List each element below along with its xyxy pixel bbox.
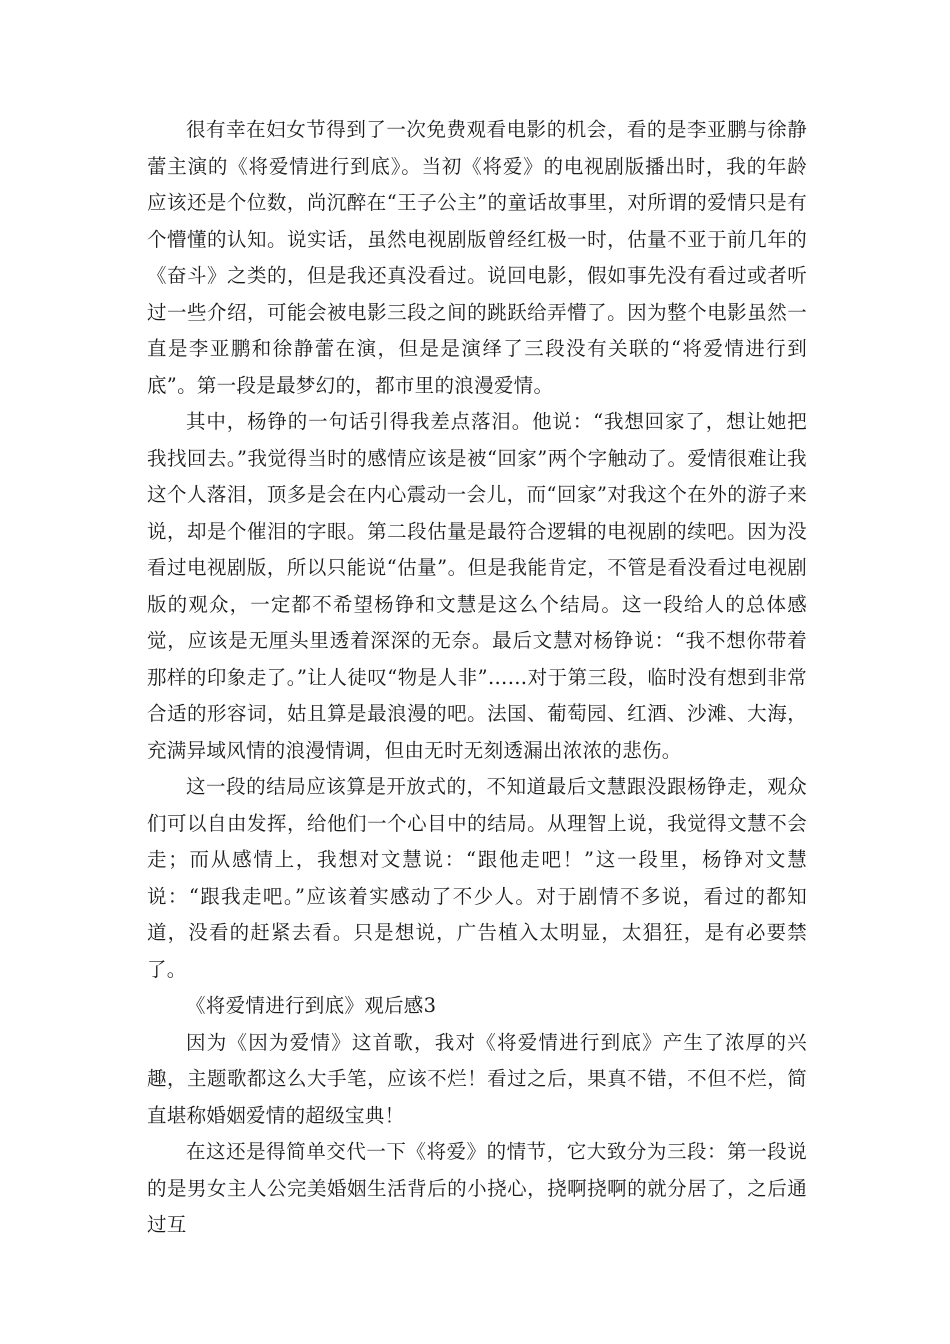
paragraph-5: 在这还是得简单交代一下《将爱》的情节，它大致分为三段：第一段说的是男女主人公完美婚姻生活背后的小挠心，挠啊挠啊的就分居了，之后通过互 — [147, 1140, 807, 1236]
paragraph-2: 其中，杨铮的一句话引得我差点落泪。他说：“我想回家了，想让她把我找回去。”我觉得当时的感情应该是被“回家”两个字触动了。爱情很难让我这个人落泪，顶多是会在内心震动一会儿，而“回家”对我这个在外的游子来说，却是个催泪的字眼。第二段估量是最符合逻辑的电视剧的续吧。因为没看过电视剧版，所以只能说“估量”。但是我能肯定，不管是看没看过电视剧版的观众，一定都不希望杨铮和文慧是这么个结局。这一段给人的总体感觉，应该是无厘头里透着深深的无奈。最后文慧对杨铮说：“我不想你带着那样的印象走了。”让人徒叹“物是人非”……对于第三段，临时没有想到非常合适的形容词，姑且算是最浪漫的吧。法国、葡萄园、红酒、沙滩、大海，充满异域风情的浪漫情调，但由无时无刻透漏出浓浓的悲伤。 — [147, 410, 807, 762]
section-heading: 《将爱情进行到底》观后感3 — [186, 994, 437, 1017]
paragraph-1: 很有幸在妇女节得到了一次免费观看电影的机会，看的是李亚鹏与徐静蕾主演的《将爱情进行到底》。当初《将爱》的电视剧版播出时，我的年龄应该还是个位数，尚沉醉在“王子公主”的童话故事里，对所谓的爱情只是有个懵懂的认知。说实话，虽然电视剧版曾经红极一时，估量不亚于前几年的《奋斗》之类的，但是我还真没看过。说回电影，假如事先没有看过或者听过一些介绍，可能会被电影三段之间的跳跃给弄懵了。因为整个电影虽然一直是李亚鹏和徐静蕾在演，但是是演绎了三段没有关联的“将爱情进行到底”。第一段是最梦幻的，都市里的浪漫爱情。 — [147, 118, 807, 397]
document-body — [147, 112, 807, 1244]
paragraph-3: 这一段的结局应该算是开放式的，不知道最后文慧跟没跟杨铮走，观众们可以自由发挥，给他们一个心目中的结局。从理智上说，我觉得文慧不会走；而从感情上，我想对文慧说：“跟他走吧！”这一段里，杨铮对文慧说：“跟我走吧。”应该着实感动了不少人。对于剧情不多说，看过的都知道，没看的赶紧去看。只是想说，广告植入太明显，太猖狂，是有必要禁了。 — [147, 775, 807, 981]
paragraph-4: 因为《因为爱情》这首歌，我对《将爱情进行到底》产生了浓厚的兴趣，主题歌都这么大手笔，应该不烂！看过之后，果真不错，不但不烂，简直堪称婚姻爱情的超级宝典！ — [147, 1030, 807, 1127]
